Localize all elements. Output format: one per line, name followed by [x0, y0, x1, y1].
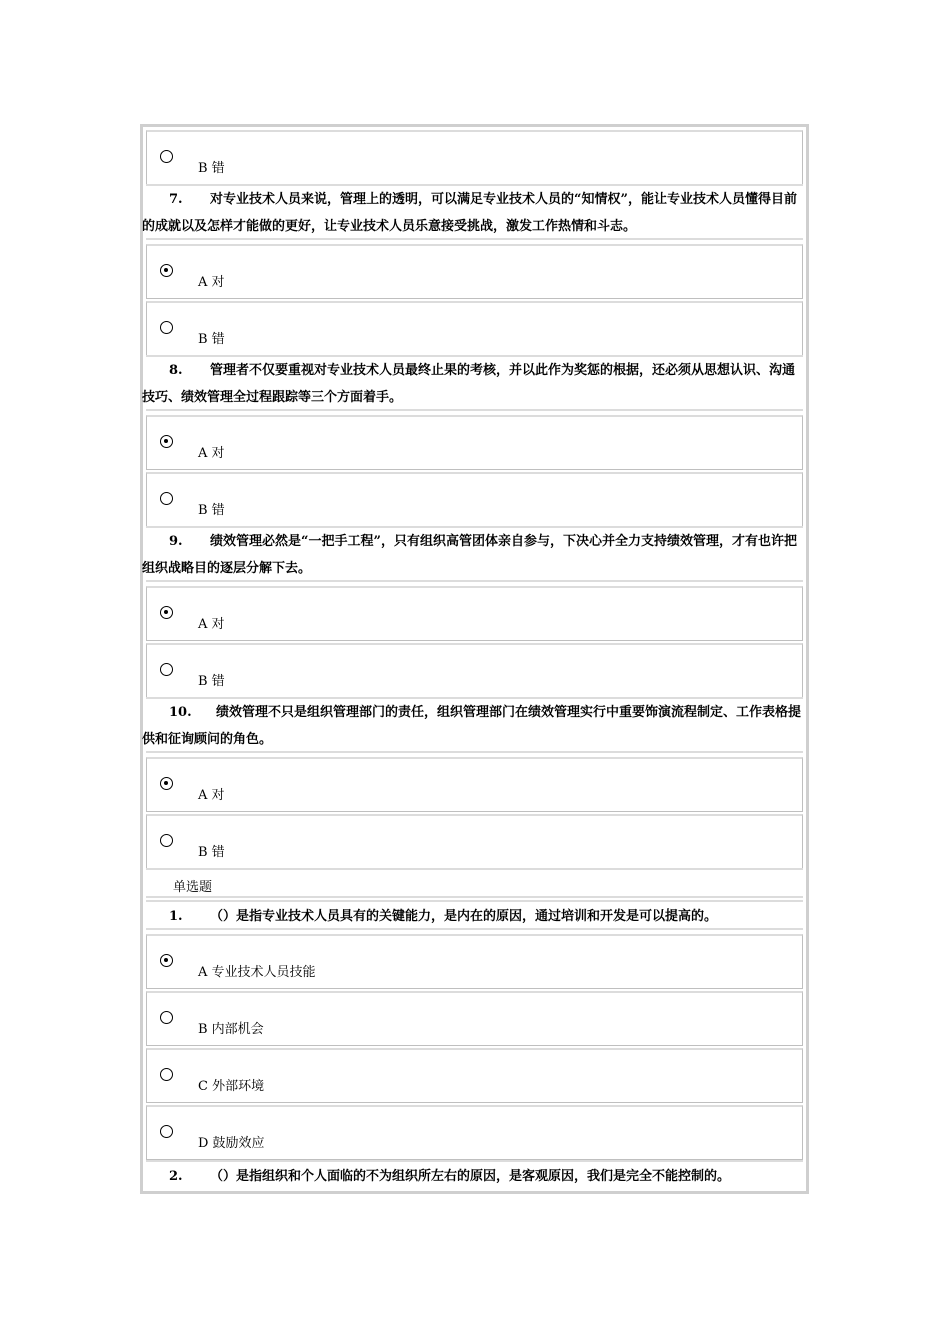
- option-row[interactable]: [146, 991, 803, 1046]
- radio-button-checked[interactable]: [160, 435, 173, 448]
- option-row[interactable]: [146, 472, 803, 527]
- radio-button[interactable]: [160, 150, 173, 163]
- option-label: A 对: [198, 275, 225, 290]
- option-label: A 对: [198, 788, 225, 803]
- section-label: 单选题: [173, 880, 213, 895]
- question-body: （）是指专业技术人员具有的关键能力，是内在的原因，通过培训和开发是可以提高的。: [210, 909, 718, 924]
- radio-button-checked[interactable]: [160, 606, 173, 619]
- radio-button-checked[interactable]: [160, 264, 173, 277]
- option-row[interactable]: [146, 301, 803, 356]
- question-row: [146, 1160, 803, 1190]
- question-text: [142, 528, 806, 582]
- question-text: [142, 186, 806, 240]
- option-row[interactable]: [146, 130, 803, 185]
- question-text: [142, 903, 806, 930]
- question-body: （）是指组织和个人面临的不为组织所左右的原因，是客观原因，我们是完全不能控制的。: [210, 1169, 731, 1184]
- question-text: [142, 357, 806, 411]
- option-row[interactable]: [146, 934, 803, 989]
- question-row: [142, 526, 803, 582]
- question-row: [142, 184, 803, 240]
- radio-button[interactable]: [160, 834, 173, 847]
- option-label: A 专业技术人员技能: [198, 965, 316, 980]
- radio-button[interactable]: [160, 321, 173, 334]
- radio-button-checked[interactable]: [160, 777, 173, 790]
- option-row[interactable]: [146, 814, 803, 869]
- question-row: [142, 697, 803, 753]
- question-number: 10.: [169, 705, 192, 720]
- option-row[interactable]: [146, 757, 803, 812]
- option-label: A 对: [198, 617, 225, 632]
- option-label: B 内部机会: [198, 1022, 264, 1037]
- radio-button[interactable]: [160, 1125, 173, 1138]
- question-number: 1.: [169, 909, 183, 924]
- question-row: [146, 900, 803, 930]
- question-body: 对专业技术人员来说，管理上的透明，可以满足专业技术人员的“知情权”，能让专业技术人员懂得目前的成就以及怎样才能做的更好，让专业技术人员乐意接受挑战，激发工作热情和斗志。: [142, 192, 797, 234]
- option-label: A 对: [198, 446, 225, 461]
- question-body: 管理者不仅要重视对专业技术人员最终止果的考核，并以此作为奖惩的根据，还必须从思想认识、沟通技巧、绩效管理全过程跟踪等三个方面着手。: [142, 363, 796, 405]
- option-label: B 错: [198, 332, 225, 347]
- radio-button[interactable]: [160, 1068, 173, 1081]
- question-number: 8.: [169, 363, 183, 378]
- option-row[interactable]: [146, 1048, 803, 1103]
- question-number: 2.: [169, 1169, 183, 1184]
- section-header: [146, 868, 803, 898]
- question-body: 绩效管理必然是“一把手工程”，只有组织高管团体亲自参与，下决心并全力支持绩效管理，才有也许把组织战略目的逐层分解下去。: [142, 534, 797, 576]
- option-label: B 错: [198, 161, 225, 176]
- radio-button[interactable]: [160, 492, 173, 505]
- question-row: [142, 355, 803, 411]
- option-row[interactable]: [146, 643, 803, 698]
- option-label: B 错: [198, 845, 225, 860]
- radio-button-checked[interactable]: [160, 954, 173, 967]
- radio-button[interactable]: [160, 663, 173, 676]
- question-text: [142, 699, 806, 753]
- option-row[interactable]: [146, 244, 803, 299]
- option-label: C 外部环境: [198, 1079, 265, 1094]
- radio-button[interactable]: [160, 1011, 173, 1024]
- question-body: 绩效管理不只是组织管理部门的责任，组织管理部门在绩效管理实行中重要饰演流程制定、工作表格提供和征询顾问的角色。: [142, 705, 802, 747]
- option-row[interactable]: [146, 415, 803, 470]
- option-row[interactable]: [146, 1105, 803, 1160]
- option-label: B 错: [198, 674, 225, 689]
- option-label: D 鼓励效应: [198, 1136, 265, 1151]
- option-label: B 错: [198, 503, 225, 518]
- option-row[interactable]: [146, 586, 803, 641]
- question-number: 9.: [169, 534, 183, 549]
- question-number: 7.: [169, 192, 183, 207]
- question-text: [142, 1163, 806, 1190]
